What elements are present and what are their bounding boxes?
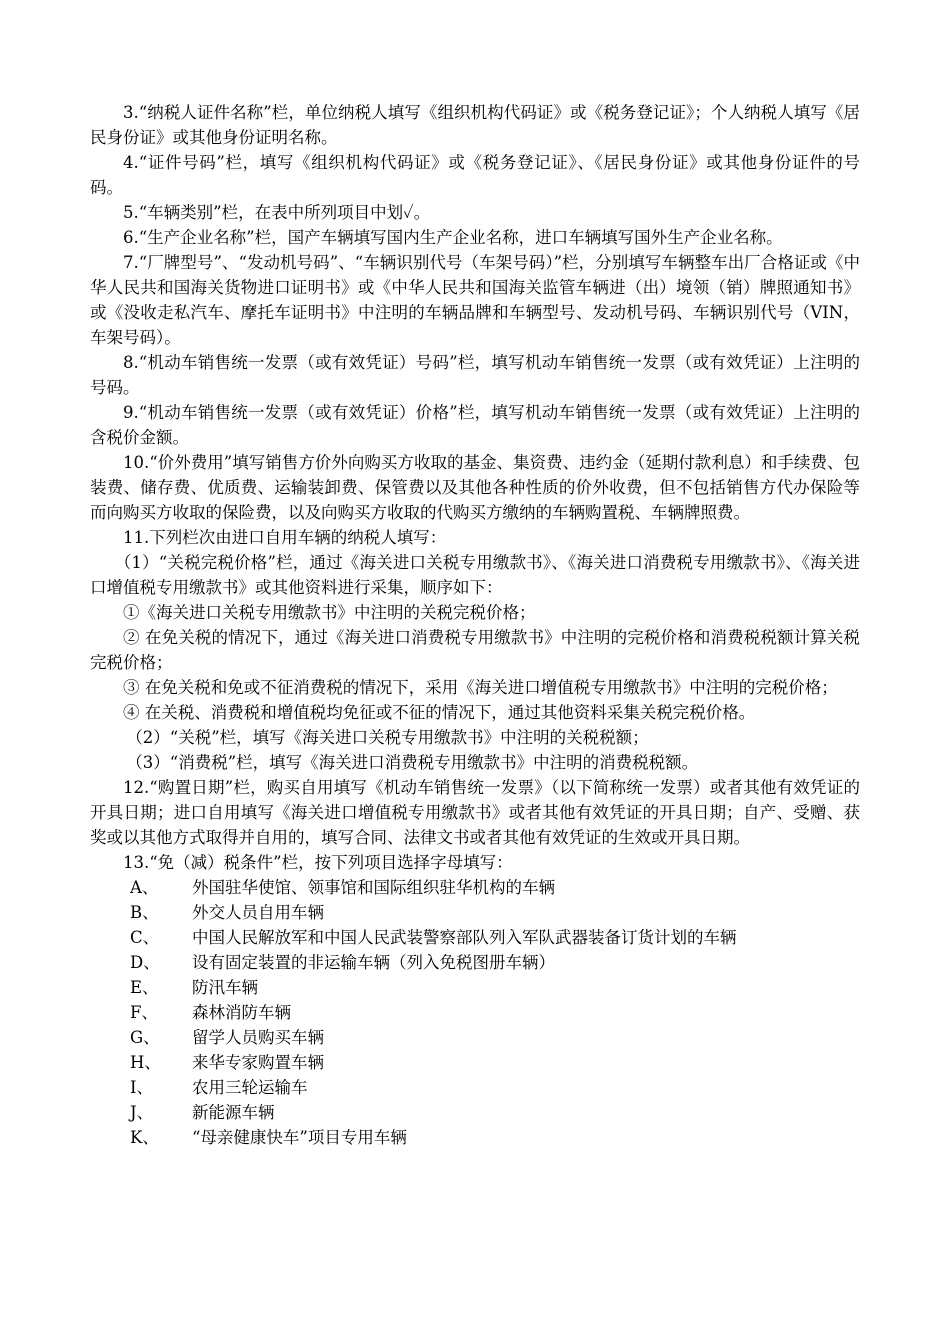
paragraph-item-3: 3.“纳税人证件名称”栏，单位纳税人填写《组织机构代码证》或《税务登记证》；个人纳税人填写《居民身份证》或其他身份证明名称。 <box>90 103 860 147</box>
item-11-sub-3: （3）“消费税”栏，填写《海关进口消费税专用缴款书》中注明的消费税税额。 <box>126 753 699 772</box>
list-letter: G、 <box>130 1028 160 1047</box>
list-text: 留学人员购买车辆 <box>192 1028 324 1047</box>
list-letter: D、 <box>130 953 160 972</box>
item-11-circled-4: ④ 在关税、消费税和增值税均免征或不征的情况下，通过其他资料采集关税完税价格。 <box>123 703 756 722</box>
paragraph-item-11: 11.下列栏次由进口自用车辆的纳税人填写： <box>123 528 447 547</box>
list-item <box>90 900 860 925</box>
exemption-list <box>90 875 860 1150</box>
list-item <box>90 950 860 975</box>
paragraph-item-9: 9.“机动车销售统一发票（或有效凭证）价格”栏，填写机动车销售统一发票（或有效凭证）上注明的含税价金额。 <box>90 403 860 447</box>
item-11-circled-3: ③ 在免关税和免或不征消费税的情况下，采用《海关进口增值税专用缴款书》中注明的完税价格； <box>123 678 838 697</box>
paragraph-item-10: 10.“价外费用”填写销售方价外向购买方收取的基金、集资费、违约金（延期付款利息）和手续费、包装费、储存费、优质费、运输装卸费、保管费以及其他各种性质的价外收费，但不包括销售方代办保险等而向购买方收取的保险费，以及向购买方收取的代购买方缴纳的车辆购置税、车辆牌照费。 <box>90 453 860 522</box>
paragraph-item-12: 12.“购置日期”栏，购买自用填写《机动车销售统一发票》（以下简称统一发票）或者其他有效凭证的开具日期；进口自用填写《海关进口增值税专用缴款书》或者其他有效凭证的开具日期；自产、受赠、获奖或以其他方式取得并自用的，填写合同、法律文书或者其他有效凭证的生效或开具日期。 <box>90 778 860 847</box>
paragraph-item-6: 6.“生产企业名称”栏，国产车辆填写国内生产企业名称，进口车辆填写国外生产企业名称。 <box>123 228 783 247</box>
paragraph-item-13: 13.“免（减）税条件”栏，按下列项目选择字母填写： <box>123 853 513 872</box>
item-11-circled-1: ①《海关进口关税专用缴款书》中注明的关税完税价格； <box>123 603 536 622</box>
list-text: 中国人民解放军和中国人民武装警察部队列入军队武器装备订货计划的车辆 <box>192 928 737 947</box>
list-letter: B、 <box>130 903 159 922</box>
list-letter: F、 <box>130 1003 158 1022</box>
list-item <box>90 1025 860 1050</box>
list-item <box>90 1050 860 1075</box>
list-text: 外国驻华使馆、领事馆和国际组织驻华机构的车辆 <box>192 878 555 897</box>
list-item <box>90 1000 860 1025</box>
paragraph-item-4: 4.“证件号码”栏，填写《组织机构代码证》或《税务登记证》、《居民身份证》或其他身份证件的号码。 <box>90 153 860 197</box>
item-11-sub-2: （2）“关税”栏，填写《海关进口关税专用缴款书》中注明的关税税额； <box>126 728 649 747</box>
list-letter: H、 <box>130 1053 161 1072</box>
list-text: “母亲健康快车”项目专用车辆 <box>192 1128 407 1147</box>
list-text: 森林消防车辆 <box>192 1003 291 1022</box>
list-letter: I、 <box>130 1078 154 1097</box>
list-letter: A、 <box>130 878 159 897</box>
list-item <box>90 1125 860 1150</box>
list-letter: J、 <box>130 1103 154 1122</box>
list-text: 外交人员自用车辆 <box>192 903 324 922</box>
list-letter: C、 <box>130 928 160 947</box>
list-item <box>90 1100 860 1125</box>
paragraph-item-5: 5.“车辆类别”栏，在表中所列项目中划✓。 <box>123 203 431 222</box>
paragraph-item-8: 8.“机动车销售统一发票（或有效凭证）号码”栏，填写机动车销售统一发票（或有效凭证）上注明的号码。 <box>90 353 860 397</box>
paragraph-item-7: 7.“厂牌型号”、“发动机号码”、“车辆识别代号（车架号码）”栏，分别填写车辆整车出厂合格证或《中华人民共和国海关货物进口证明书》或《中华人民共和国海关监管车辆进（出）境领（销）牌照通知书》或《没收走私汽车、摩托车证明书》中注明的车辆品牌和车辆型号、发动机号码、车辆识别代号（VIN，车架号码）。 <box>90 253 860 347</box>
list-text: 来华专家购置车辆 <box>192 1053 324 1072</box>
document-page <box>90 100 860 1150</box>
item-11-circled-2: ② 在免关税的情况下，通过《海关进口消费税专用缴款书》中注明的完税价格和消费税税额计算关税完税价格； <box>90 628 860 672</box>
list-item <box>90 975 860 1000</box>
list-text: 农用三轮运输车 <box>192 1078 308 1097</box>
list-text: 防汛车辆 <box>192 978 258 997</box>
list-item <box>90 875 860 900</box>
list-item <box>90 925 860 950</box>
list-letter: K、 <box>130 1128 159 1147</box>
list-item <box>90 1075 860 1100</box>
list-text: 新能源车辆 <box>192 1103 275 1122</box>
item-11-sub-1: （1）“关税完税价格”栏，通过《海关进口关税专用缴款书》、《海关进口消费税专用缴款书》、《海关进口增值税专用缴款书》或其他资料进行采集，顺序如下： <box>90 553 860 597</box>
list-text: 设有固定装置的非运输车辆（列入免税图册车辆） <box>192 953 555 972</box>
list-letter: E、 <box>130 978 159 997</box>
